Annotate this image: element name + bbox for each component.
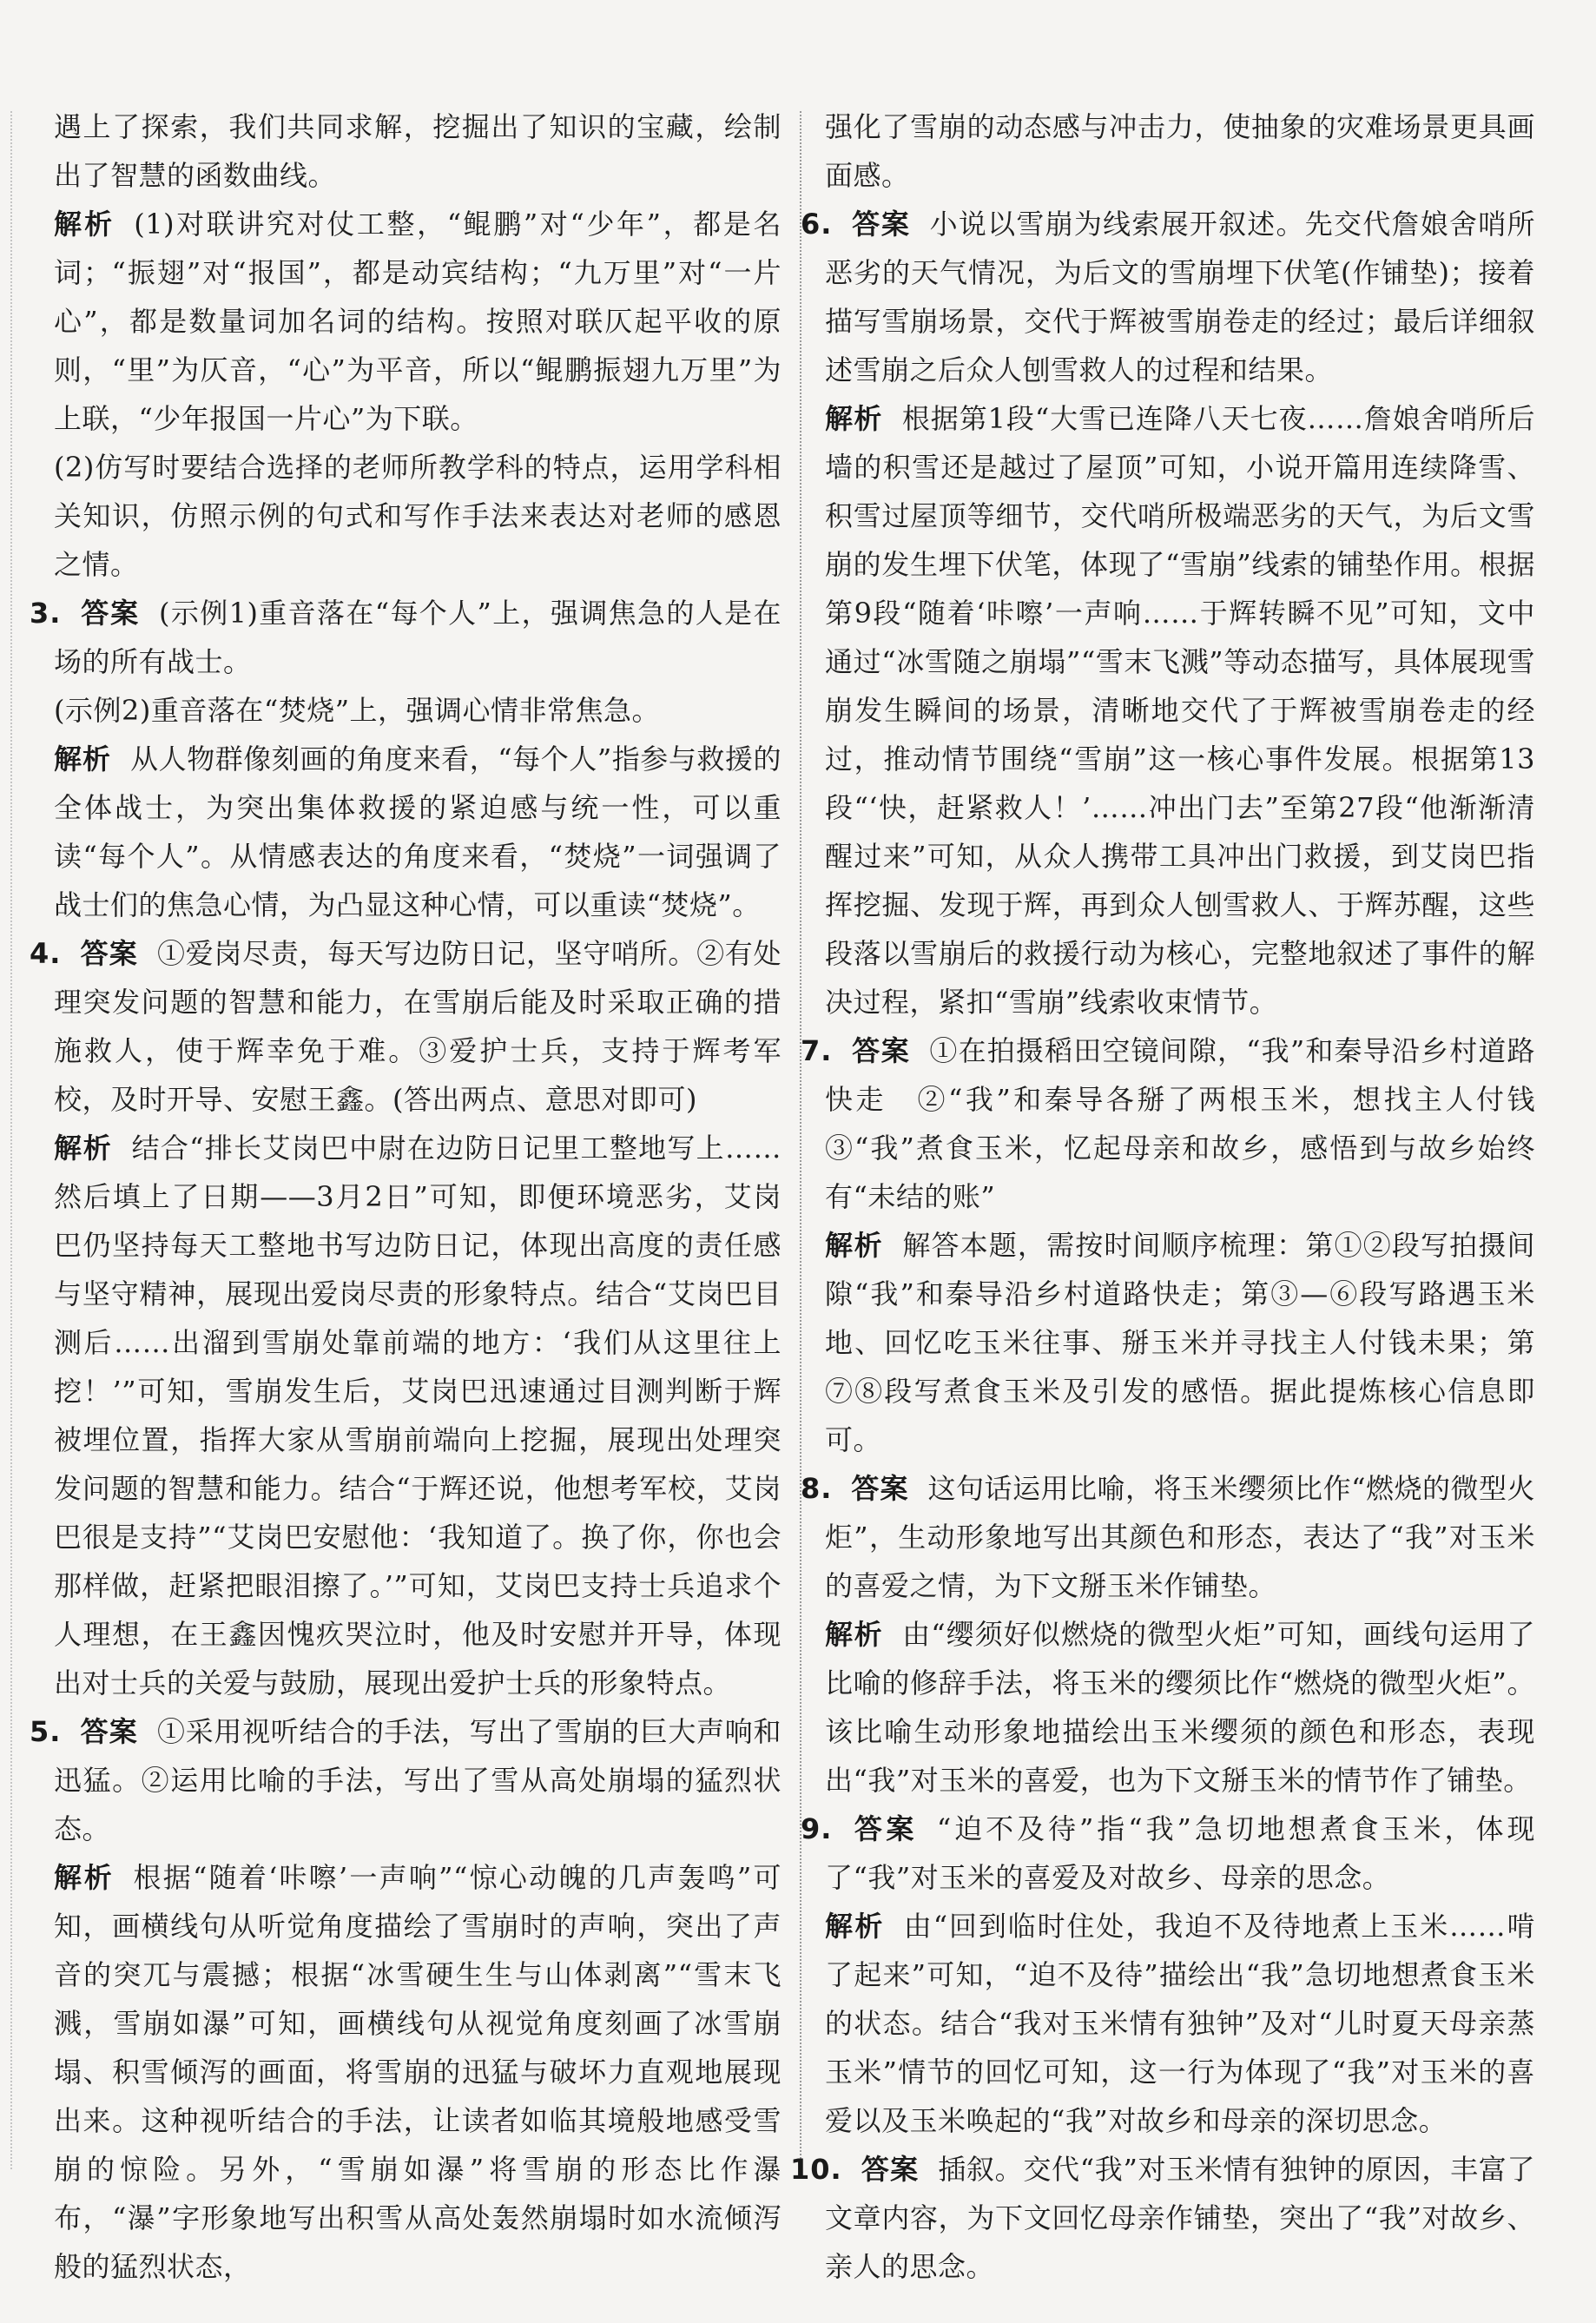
q5-analysis: 解析 根据“随着‘咔嚓’一声响”“惊心动魄的几声轰鸣”可知，画横线句从听觉角度描绘了雪崩时的声响，突出了声音的突兀与震撼；根据“冰雪硬生生与山体剥离”“雪末飞溅，雪崩如瀑”可知，画横线句从视觉角度刻画了冰雪崩塌、积雪倾泻的画面，将雪崩的迅猛与破坏力直观地展现出来。这种视听结合的手法，让读者如临其境般地感受雪崩的惊险。另外，“雪崩如瀑”将雪崩的形态比作瀑布，“瀑”字形象地写出积雪从高处轰然崩塌时如水流倾泻般的猛烈状态，: [54, 1861, 782, 2283]
q4-number: 4.: [30, 937, 62, 970]
answer-label: 答案: [851, 208, 911, 241]
q5-answer: 5. 答案 ①采用视听结合的手法，写出了雪崩的巨大声响和迅猛。②运用比喻的手法，写出了雪从高处崩塌的猛烈状态。: [30, 1715, 782, 1845]
analysis-label: 解析: [54, 742, 112, 775]
q7-analysis: 解析 解答本题，需按时间顺序梳理：第①②段写拍摄间隙“我”和秦导沿乡村道路快走；第③—⑥段写路遇玉米地、回忆吃玉米往事、掰玉米并寻找主人付钱未果；第⑦⑧段写煮食玉米及引发的感悟。据此提炼核心信息即可。: [825, 1229, 1535, 1456]
q8-number: 8.: [801, 1472, 833, 1505]
q3-answer-2: (示例2)重音落在“焚烧”上，强调心情非常焦急。: [54, 694, 661, 727]
column-divider: [800, 111, 801, 2169]
q9-answer: 9. 答案 “迫不及待”指“我”急切地想煮食玉米，体现了“我”对玉米的喜爱及对故乡、母亲的思念。: [801, 1812, 1535, 1894]
analysis-label: 解析: [825, 1229, 884, 1262]
q4-answer: 4. 答案 ①爱岗尽责，每天写边防日记，坚守哨所。②有处理突发问题的智慧和能力，在雪崩后能及时采取正确的措施救人，使于辉幸免于难。③爱护士兵，支持于辉考军校，及时开导、安慰王鑫。(答出两点、意思对即可): [30, 937, 782, 1116]
q6-analysis: 解析 根据第1段“大雪已连降八天七夜……詹娘舍哨所后墙的积雪还是越过了屋顶”可知，小说开篇用连续降雪、积雪过屋顶等细节，交代哨所极端恶劣的天气，为后文雪崩的发生埋下伏笔，体现了“雪崩”线索的铺垫作用。根据第9段“随着‘咔嚓’一声响……于辉转瞬不见”可知，文中通过“冰雪随之崩塌”“雪末飞溅”等动态描写，具体展现雪崩发生瞬间的场景，清晰地交代了于辉被雪崩卷走的经过，推动情节围绕“雪崩”这一核心事件发展。根据第13段“‘快，赶紧救人！’……冲出门去”至第27段“他渐渐清醒过来”可知，从众人携带工具冲出门救援，到艾岗巴指挥挖掘、发现于辉，再到众人刨雪救人、于辉苏醒，这些段落以雪崩后的救援行动为核心，完整地叙述了事件的解决过程，紧扣“雪崩”线索收束情节。: [825, 402, 1535, 1019]
q3-analysis: 解析 从人物群像刻画的角度来看，“每个人”指参与救援的全体战士，为突出集体救援的紧迫感与统一性，可以重读“每个人”。从情感表达的角度来看，“焚烧”一词强调了战士们的焦急心情，为凸显这种心情，可以重读“焚烧”。: [54, 742, 782, 921]
analysis-label: 解析: [54, 208, 115, 241]
q8-analysis: 解析 由“缨须好似燃烧的微型火炬”可知，画线句运用了比喻的修辞手法，将玉米的缨须比作“燃烧的微型火炬”。该比喻生动形象地描绘出玉米缨须的颜色和形态，表现出“我”对玉米的喜爱，也为下文掰玉米的情节作了铺垫。: [825, 1618, 1535, 1797]
q7-answer: 7. 答案 ①在拍摄稻田空镜间隙，“我”和秦导沿乡村道路快走 ②“我”和秦导各掰了两根玉米，想找主人付钱 ③“我”煮食玉米，忆起母亲和故乡，感悟到与故乡始终有“未结的账”: [801, 1034, 1564, 1213]
answer-label: 答案: [851, 1034, 911, 1067]
q2-analysis-1: 解析 (1)对联讲究对仗工整，“鲲鹏”对“少年”，都是名词；“振翅”对“报国”，都是动宾结构；“九万里”对“一片心”，都是数量词加名词的结构。按照对联仄起平收的原则，“里”为仄音，“心”为平音，所以“鲲鹏振翅九万里”为上联，“少年报国一片心”为下联。: [54, 208, 782, 435]
answer-label: 答案: [861, 2153, 920, 2186]
q3-answer: 3. 答案 (示例1)重音落在“每个人”上，强调焦急的人是在场的所有战士。: [30, 597, 782, 678]
q9-number: 9.: [801, 1812, 833, 1845]
q10-number: 10.: [790, 2153, 842, 2186]
q7-number: 7.: [801, 1034, 833, 1067]
left-column: [30, 102, 782, 2291]
answer-label: 答案: [80, 1715, 138, 1748]
q6-number: 6.: [801, 208, 833, 241]
analysis-label: 解析: [825, 402, 883, 435]
analysis-label: 解析: [54, 1861, 115, 1894]
answer-label: 答案: [80, 937, 138, 970]
intro-paragraph: 遇上了探索，我们共同求解，挖掘出了知识的宝藏，绘制出了智慧的函数曲线。: [54, 110, 782, 192]
q2-analysis-2: (2)仿写时要结合选择的老师所教学科的特点，运用学科相关知识，仿照示例的句式和写作手法来表达对老师的感恩之情。: [54, 451, 782, 581]
analysis-label: 解析: [825, 1910, 885, 1943]
q5-number: 5.: [30, 1715, 62, 1748]
answer-label: 答案: [851, 1812, 918, 1845]
analysis-label: 解析: [825, 1618, 884, 1651]
q5-analysis-continued: 强化了雪崩的动态感与冲击力，使抽象的灾难场景更具画面感。: [825, 110, 1535, 192]
margin-dotted-line: [10, 111, 12, 2169]
answer-label: 答案: [80, 597, 141, 630]
q4-analysis: 解析 结合“排长艾岗巴中尉在边防日记里工整地写上……然后填上了日期——3月2日”可知，即便环境恶劣，艾岗巴仍坚持每天工整地书写边防日记，体现出高度的责任感与坚守精神，展现出爱岗尽责的形象特点。结合“艾岗巴目测后……出溜到雪崩处靠前端的地方：‘我们从这里往上挖！’”可知，雪崩发生后，艾岗巴迅速通过目测判断于辉被埋位置，指挥大家从雪崩前端向上挖掘，展现出处理突发问题的智慧和能力。结合“于辉还说，他想考军校，艾岗巴很是支持”“艾岗巴安慰他：‘我知道了。换了你，你也会那样做，赶紧把眼泪擦了。’”可知，艾岗巴支持士兵追求个人理想，在王鑫因愧疚哭泣时，他及时安慰并开导，体现出对士兵的关爱与鼓励，展现出爱护士兵的形象特点。: [54, 1132, 782, 1699]
analysis-label: 解析: [54, 1132, 113, 1165]
answer-label: 答案: [851, 1472, 909, 1505]
right-column: [790, 102, 1564, 2291]
q9-analysis: 解析 由“回到临时住处，我迫不及待地煮上玉米……啃了起来”可知，“迫不及待”描绘出“我”急切地想煮食玉米的状态。结合“我对玉米情有独钟”及对“儿时夏天母亲蒸玉米”情节的回忆可知，这一行为体现了“我”对玉米的喜爱以及玉米唤起的“我”对故乡和母亲的深切思念。: [825, 1910, 1535, 2137]
q8-answer: 8. 答案 这句话运用比喻，将玉米缨须比作“燃烧的微型火炬”，生动形象地写出其颜色和形态，表达了“我”对玉米的喜爱之情，为下文掰玉米作铺垫。: [801, 1472, 1535, 1602]
q6-answer: 6. 答案 小说以雪崩为线索展开叙述。先交代詹娘舍哨所恶劣的天气情况，为后文的雪崩埋下伏笔(作铺垫)；接着描写雪崩场景，交代于辉被雪崩卷走的经过；最后详细叙述雪崩之后众人刨雪救人的过程和结果。: [801, 208, 1535, 386]
q10-answer: 10. 答案 插叙。交代“我”对玉米情有独钟的原因，丰富了文章内容，为下文回忆母亲作铺垫，突出了“我”对故乡、亲人的思念。: [790, 2153, 1535, 2283]
q3-number: 3.: [30, 597, 62, 630]
